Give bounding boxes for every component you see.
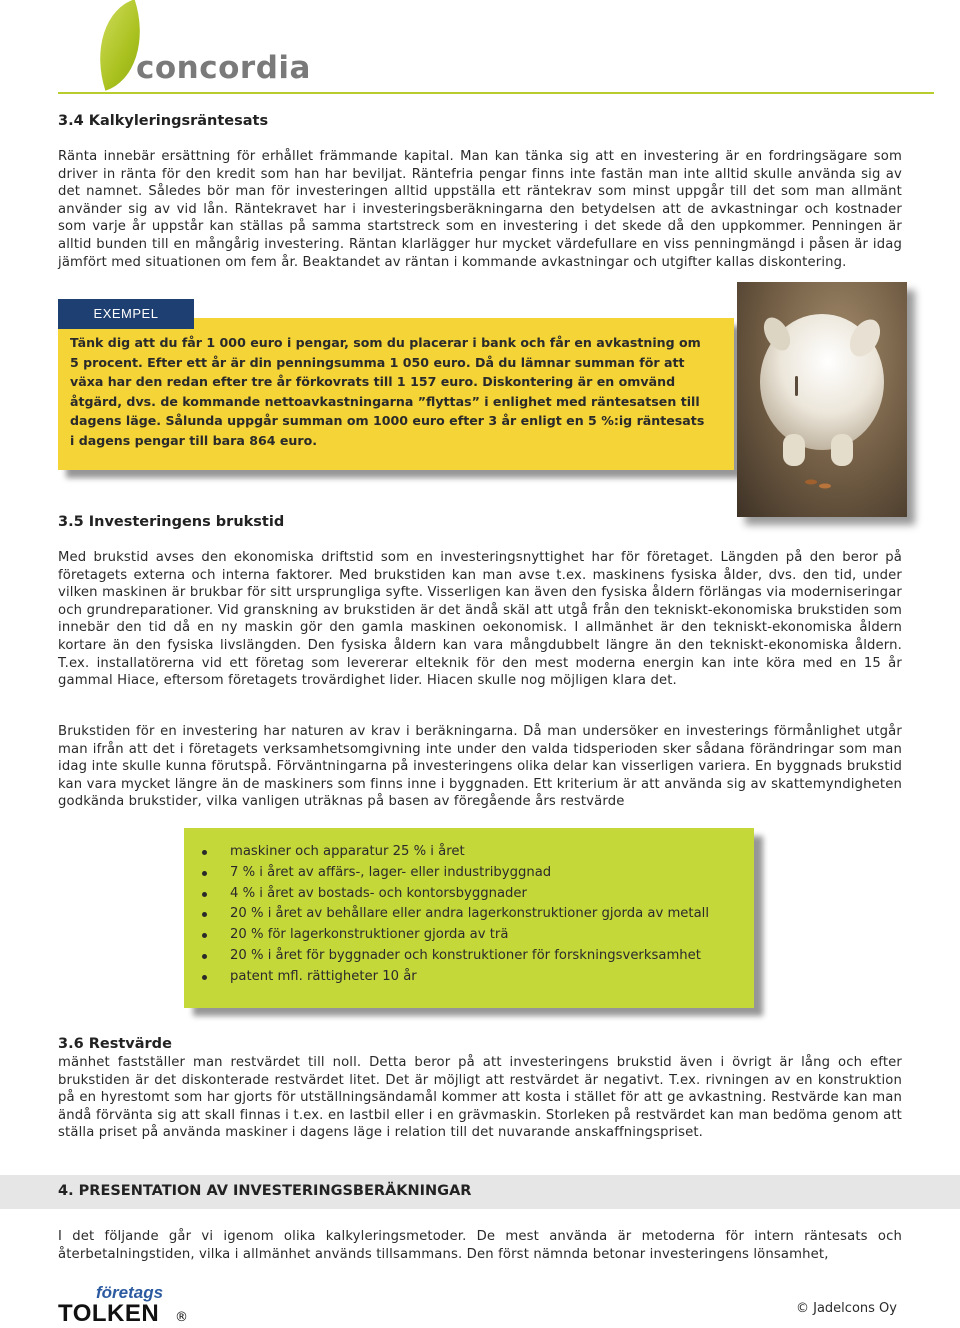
logo-text: concordia [136, 50, 311, 86]
copyright-text: © Jadelcons Oy [796, 1301, 897, 1316]
list-item [184, 863, 754, 884]
list-item [184, 904, 754, 925]
footer-logo-top: företags [96, 1283, 164, 1302]
bullet-icon [202, 912, 207, 917]
bullet-icon [202, 954, 207, 959]
piggy-bank-icon [737, 282, 907, 517]
example-text: Tänk dig att du får 1 000 euro i pengar, som du placerar i bank och får en avkastning om 5 procent. Efter ett år är din penningsumma 1 050 euro. Då du lämnar summan för att växa har den redan efter tre år förkovrats till 1 157 euro. Diskontering är en omvänd åtgärd, dvs. de kommande nettoavkastningarna ”flyttas” i enlighet med räntesatsen till dagens läge. Sålunda uppgår summan om 1000 euro efter 3 år enligt en 5 %:ig räntesats i dagens pengar till bara 864 euro. [70, 335, 705, 448]
section-4-paragraph: I det följande går vi igenom olika kalkyleringsmetoder. De mest använda är metoderna för intern räntesats och återbetalningstiden, vilka i allmänhet används tillsammans. Den först nämnda betonar investeringens lönsamhet, [58, 1229, 902, 1262]
bullet-icon [202, 850, 207, 855]
list-item-text: maskiner och apparatur 25 % i året [230, 844, 465, 859]
piggy-bank-image [737, 282, 907, 517]
list-item-text: 4 % i året av bostads- och kontorsbyggnader [230, 885, 527, 901]
section-heading-3-4: 3.4 Kalkyleringsräntesats [58, 113, 269, 129]
section-heading-4: 4. PRESENTATION AV INVESTERINGSBERÄKNINGAR [58, 1183, 472, 1199]
depreciation-list [184, 828, 754, 988]
section-3-5-paragraph-2: Brukstiden för en investering har naturen av krav i beräkningarna. Då man undersöker en investerings förmånlighet utgår man ifrån att det i företagets verksamhetsomgivning inte under den valda tidsperioden sker sådana förändringar som man idag inte skulle kunna förutspå. Förväntningarna på investeringens olika delar kan visserligen variera. En byggnads brukstid kan vara mycket längre än de maskiners som finns inne i byggnaden. Ett kriterium är att använda sig av skattemyndigheten godkända brukstider, vilka vanligen uträknas på basen av föregående års restvärde [58, 724, 902, 810]
section-3-6-paragraph: mänhet fastställer man restvärdet till noll. Detta beror på att investeringens brukstid även i övrigt är lång och efter brukstiden är det diskonterade restvärdet litet. Det är möjligt att restvärdet är negativt. T.ex. rivningen av en konstruktion på en hyrestomt som har gjorts för utställningsändamål kommer att kosta i stället för att ge avkastning. Restvärde kan man ändå förvänta sig att skall finnas i t.ex. en lastbil eller i en grävmaskin. Storleken på restvärdet kan man bedöma genom att ställa priset på använda maskiner i dagens läge i relation till det nuvarande anskaffningspriset. [58, 1055, 902, 1141]
bullet-icon [202, 975, 207, 980]
depreciation-list-box [184, 828, 754, 1008]
bullet-icon [202, 871, 207, 876]
section-3-4-paragraph: Ränta innebär ersättning för erhållet främmande kapital. Man kan tänka sig att en investering är en fordringsägare som driver in ränta för den kredit som han har beviljat. Räntefria pengar finns inte fastän man inte alltid skulle använda sig av det namnet. Således bör man för investeringen alltid uppställa ett räntekrav som minst uppgår till det som man allmänt använder sig av vid lån. Räntekravet har i investeringsberäkningarna den betydelsen att de avkastningar och kostnader som varje år uppstår kan ställas på samma startstreck som en investering i det skede då den uppkommer. Penningen är alltid bunden till en mångårig investering. Räntan klarlägger hur mycket värdefullare en viss penningmängd i påsen är idag jämfört med situationen om fem år. Beaktandet av räntan i kommande avkastningar och utgifter kallas diskontering. [58, 149, 902, 270]
section-3-5-paragraph-1: Med brukstid avses den ekonomiska driftstid som en investeringsnyttighet har för företaget. Längden på den beror på företagets externa och interna faktorer. Med brukstiden kan man avse t.ex. maskinens fysiska ålder, dvs. den tid, under vilken maskinen är brukbar för sitt ursprungliga syfte. Visserligen kan även den fysiska åldern förlängas via moderniseringar och grundreparationer. Vid granskning av brukstiden är det ändå skäl att utgå från den tekniskt-ekonomiska brukstiden som innebär den tid då en ny maskin gör den gamla maskinen oekonomisk. I allmänhet är den tekniskt-ekonomiska åldern kortare än den fysiska livslängden. Den fysiska åldern kan vara mångdubbelt längre än den tekniskt-ekonomiska åldern. T.ex. installatörerna vid ett företag som levererar elteknik för den mest moderna energin kan inte köra med en 15 år gammal Hiace, eftersom företagets trovärdighet lider. Hiacen skulle nog möjligen klara det. [58, 550, 902, 689]
list-item [184, 925, 754, 946]
list-item [184, 842, 754, 863]
section-heading-3-5: 3.5 Investeringens brukstid [58, 514, 285, 530]
header-divider [58, 92, 934, 94]
example-tab: EXEMPEL [58, 299, 194, 329]
footer-logo-bottom: TOLKEN [58, 1300, 160, 1327]
section-heading-3-6: 3.6 Restvärde [58, 1036, 172, 1052]
list-item [184, 884, 754, 905]
list-item [184, 967, 754, 988]
list-item-text: 20 % för lagerkonstruktioner gjorda av trä [230, 927, 509, 943]
list-item-text: 20 % i året för byggnader och konstruktioner för forskningsverksamhet [230, 947, 701, 963]
list-item-text: 20 % i året av behållare eller andra lagerkonstruktioner gjorda av metall [230, 906, 710, 922]
list-item-text: 7 % i året av affärs-, lager- eller industribyggnad [230, 864, 552, 880]
bullet-icon [202, 933, 207, 938]
list-item [184, 946, 754, 967]
bullet-icon [202, 892, 207, 897]
list-item-text: patent mfl. rättigheter 10 år [230, 968, 417, 984]
registered-mark: ® [175, 1310, 188, 1325]
